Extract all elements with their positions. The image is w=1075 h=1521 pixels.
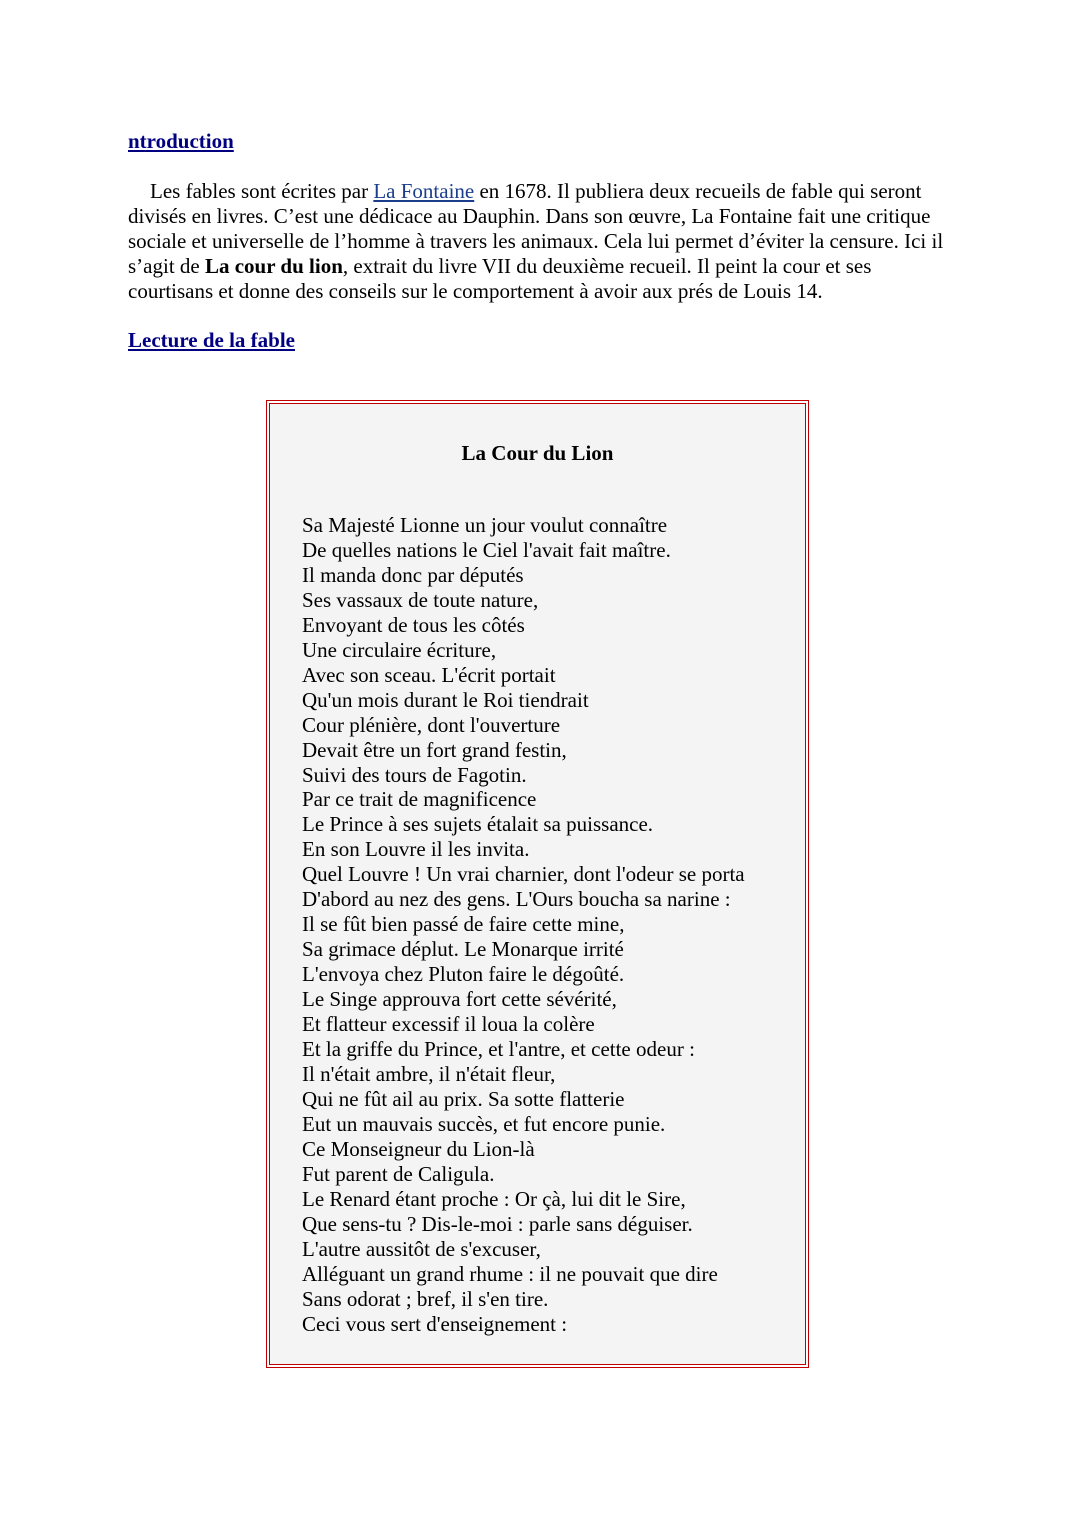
fable-title-bold: La cour du lion: [204, 254, 343, 278]
poem-title: La Cour du Lion: [461, 441, 614, 465]
intro-text-1: Les fables sont écrites par: [150, 179, 374, 203]
la-fontaine-link[interactable]: La Fontaine: [373, 179, 475, 203]
poem-line: Sa Majesté Lionne un jour voulut connaître: [302, 513, 668, 537]
poem-line: Le Prince à ses sujets étalait sa puissance.: [302, 812, 654, 837]
poem-line: Alléguant un grand rhume : il ne pouvait que dire: [302, 1261, 718, 1286]
poem-line: Il n'était ambre, il n'était fleur,: [302, 1061, 556, 1086]
poem-line: Suivi des tours de Fagotin.: [302, 762, 527, 787]
poem-line: Le Renard étant proche : Or çà, lui dit le Sire,: [302, 1186, 686, 1211]
poem-line: Et flatteur excessif il loua la colère: [302, 1012, 595, 1037]
poem-panel: [269, 403, 806, 1365]
intro-text-3: , extrait du livre VII du deuxième recueil. Il peint la cour et ses courtisans et donne des conseils sur le comportement à avoir aux prés de Louis 14.: [128, 254, 872, 303]
poem-line: Devait être un fort grand festin,: [302, 737, 567, 762]
poem-line: Qui ne fût ail au prix. Sa sotte flatterie: [302, 1086, 625, 1111]
poem-line: Quel Louvre ! Un vrai charnier, dont l'odeur se porta: [302, 862, 745, 887]
poem-line: Ses vassaux de toute nature,: [302, 587, 539, 612]
poem-line: Ce Monseigneur du Lion-là: [302, 1136, 535, 1161]
poem-line: Sans odorat ; bref, il s'en tire.: [302, 1286, 549, 1311]
poem-line: Le Singe approuva fort cette sévérité,: [302, 987, 617, 1012]
poem-lines: [302, 513, 745, 1336]
poem-line: De quelles nations le Ciel l'avait fait maître.: [302, 537, 671, 562]
poem-line: Il se fût bien passé de faire cette mine,: [302, 912, 625, 937]
poem-line: Fut parent de Caligula.: [302, 1161, 495, 1186]
poem-line: Sa grimace déplut. Le Monarque irrité: [302, 937, 624, 962]
poem-line: Il manda donc par députés: [302, 562, 524, 587]
poem-line: Par ce trait de magnificence: [302, 787, 537, 812]
poem-line: Eut un mauvais succès, et fut encore punie.: [302, 1111, 666, 1136]
poem-line: D'abord au nez des gens. L'Ours boucha sa narine :: [302, 887, 731, 912]
poem-line: Envoyant de tous les côtés: [302, 612, 525, 637]
poem-line: Que sens-tu ? Dis-le-moi : parle sans déguiser.: [302, 1211, 693, 1236]
poem-line: L'envoya chez Pluton faire le dégoûté.: [302, 962, 625, 987]
poem-line: L'autre aussitôt de s'excuser,: [302, 1236, 541, 1261]
lecture-heading: Lecture de la fable: [128, 328, 295, 352]
intro-text-2: en 1678. Il publiera deux recueils de fable qui seront divisés en livres. C’est une dédicace au Dauphin. Dans son œuvre, La Fontaine fait une critique sociale et universelle de l’homme à travers les animaux. Cela lui permet d’éviter la censure. Ici il s’agit de: [128, 179, 944, 278]
poem-line: Une circulaire écriture,: [302, 637, 497, 662]
poem-line: Avec son sceau. L'écrit portait: [302, 662, 556, 687]
poem-line: Qu'un mois durant le Roi tiendrait: [302, 687, 589, 712]
poem-box: [266, 400, 809, 1368]
poem-line: Ceci vous sert d'enseignement :: [302, 1311, 568, 1336]
introduction-heading: ntroduction: [128, 129, 234, 153]
poem-line: En son Louvre il les invita.: [302, 837, 530, 862]
poem-line: Cour plénière, dont l'ouverture: [302, 712, 561, 737]
poem-line: Et la griffe du Prince, et l'antre, et cette odeur :: [302, 1037, 695, 1062]
introduction-paragraph: [128, 179, 950, 304]
